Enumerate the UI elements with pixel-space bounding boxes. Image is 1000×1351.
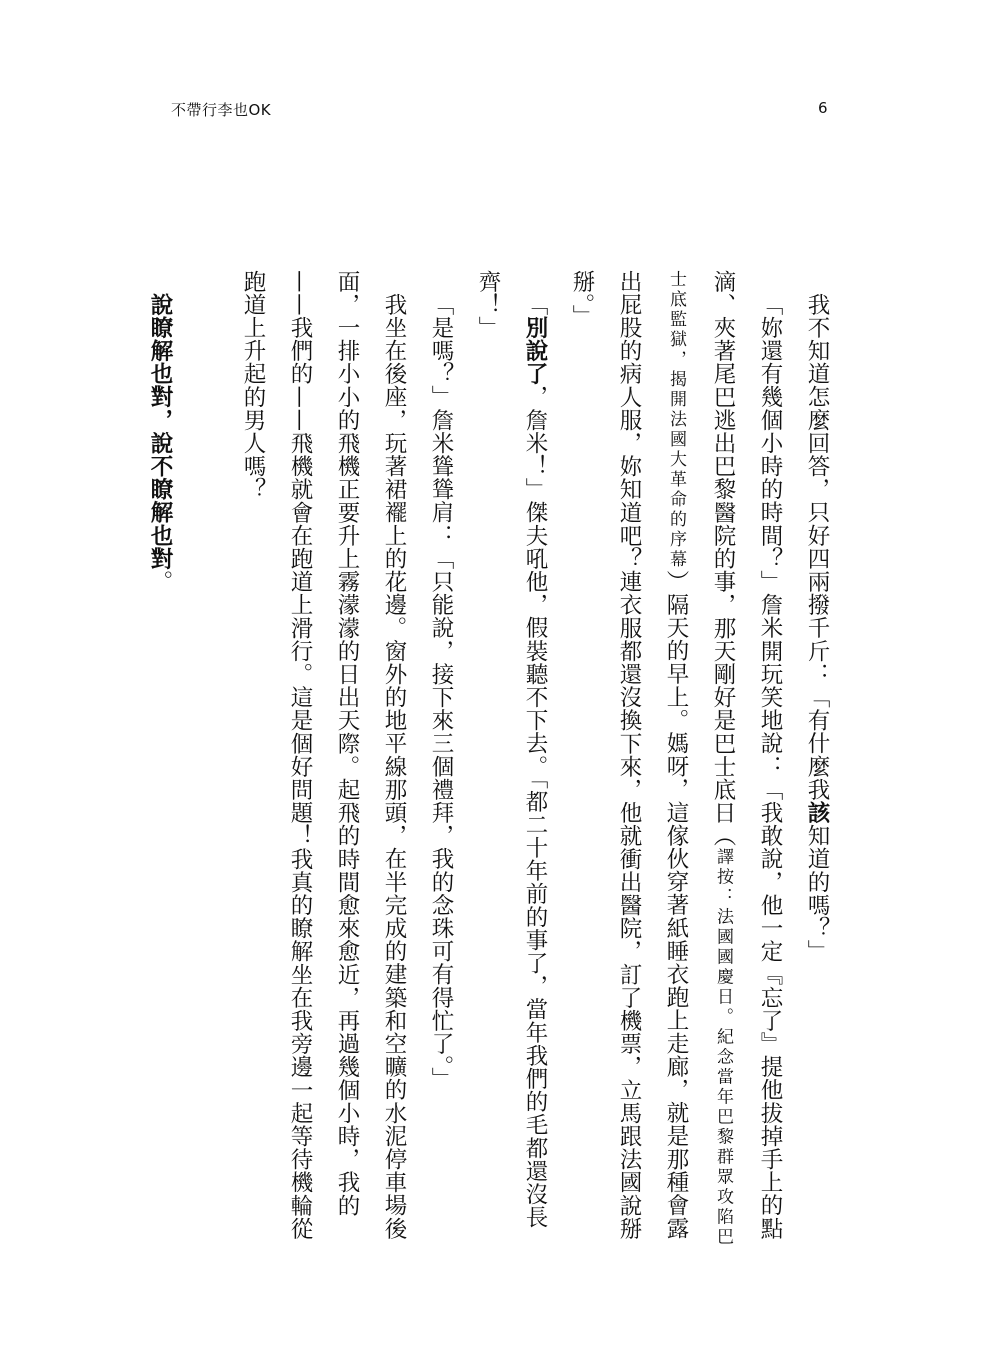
paragraph-1-text: 我不知道怎麼回答，只好四兩撥千斤：「有什麼我 bbox=[804, 292, 830, 801]
paragraph-3-open: 「 bbox=[522, 292, 548, 316]
paragraph-2 bbox=[558, 270, 793, 1250]
paragraph-1 bbox=[793, 270, 840, 1250]
paragraph-1-emphasis: 該 bbox=[804, 800, 830, 824]
paragraph-4 bbox=[417, 270, 464, 1250]
vertical-body-text bbox=[147, 270, 840, 1250]
paragraph-3 bbox=[464, 270, 558, 1250]
paragraph-3-text: ，詹米！」傑夫吼他，假裝聽不下去。「都二十年前的事了，當年我們的毛都還沒長齊！」 bbox=[475, 270, 548, 1229]
paragraph-6 bbox=[136, 270, 183, 1250]
paragraph-5 bbox=[229, 270, 417, 1250]
translator-note: 譯按：法國國慶日。紀念當年巴黎群眾攻陷巴士底監獄，揭開法國大革命的序幕 bbox=[666, 270, 733, 1248]
paragraph-5-text: 我坐在後座，玩著裙襬上的花邊。窗外的地平線那頭，在半完成的建築和空曠的水泥停車場後面，一排小小的飛機正要升上霧濛濛的日出天際。起飛的時間愈來愈近，再過幾個小時，我的——我們的——飛機就會在跑道上滑行。這是個好問題！我真的瞭解坐在我旁邊一起等待機輪從跑道上升起的男人嗎？ bbox=[240, 270, 407, 1241]
paragraph-6-end: 。 bbox=[147, 569, 173, 593]
page-number: 6 bbox=[818, 99, 828, 117]
running-header-title: 不帶行李也OK bbox=[171, 101, 272, 119]
paragraph-1-end: 知道的嗎？」 bbox=[804, 823, 830, 963]
paragraph-4-text: 「是嗎？」詹米聳聳肩：「只能說，接下來三個禮拜，我的念珠可有得忙了。」 bbox=[428, 292, 454, 1090]
paragraph-2-text-b: ）隔天的早上。媽呀，這傢伙穿著紙睡衣跑上走廊，就是那種會露出屁股的病人服，妳知道吧？連衣服都還沒換下來，他就衝出醫院，訂了機票，立馬跟法國說掰掰。」 bbox=[569, 270, 689, 1241]
paragraph-3-emphasis: 別說了 bbox=[522, 315, 548, 385]
paragraph-6-bold: 說瞭解也對，說不瞭解也對 bbox=[147, 292, 173, 570]
paragraph-2-text-a: 「妳還有幾個小時的時間？」詹米開玩笑地說：「我敢說，他一定『忘了』提他拔掉手上的點滴、夾著尾巴逃出巴黎醫院的事，那天剛好是巴士底日（ bbox=[710, 270, 783, 1240]
